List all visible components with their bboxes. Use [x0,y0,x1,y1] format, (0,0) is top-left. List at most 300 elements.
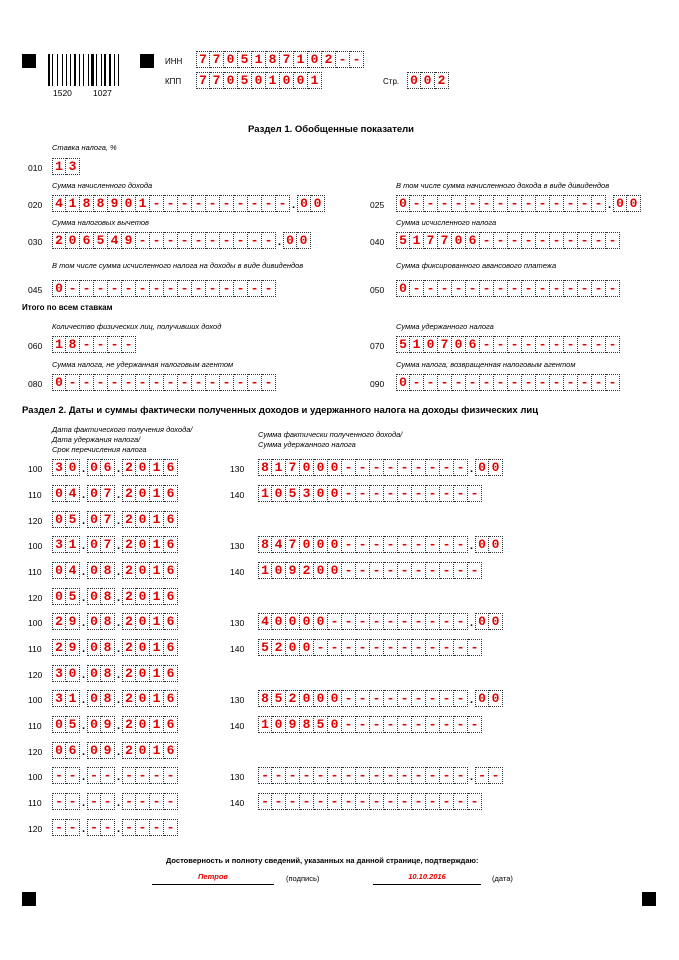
totals-title: Итого по всем ставкам [22,303,113,312]
income-amount-field [258,767,503,784]
income-date-field-cell: 2 [122,459,136,476]
f060-label: Количество физических лиц, получивших доход [52,322,222,331]
income-amount-field-cell: 0 [328,690,342,707]
transfer-deadline-field-cell: 6 [66,742,80,759]
income-amount-field-cell: - [440,536,454,553]
transfer-deadline-field [52,511,178,528]
transfer-deadline-field-cell: 0 [87,511,101,528]
withholding-date-field [52,639,178,656]
f030-cell: - [164,232,178,249]
f-page-cell: 0 [407,72,421,89]
f040-cell: - [522,232,536,249]
income-amount-field-cell: - [314,767,328,784]
withheld-amount-field-cell: - [440,639,454,656]
transfer-deadline-field-cell: 6 [164,588,178,605]
corner-marker-top-right [140,54,154,68]
income-amount-field-cell: - [370,536,384,553]
corner-marker-bottom-left [22,892,36,906]
f070-cell: 1 [410,336,424,353]
withheld-amount-field-cell: - [342,716,356,733]
withheld-amount-field-cell: - [454,485,468,502]
withheld-amount-field-cell: 5 [258,639,272,656]
separator-dot: . [469,771,474,783]
income-amount-field-cell: 4 [272,536,286,553]
f025-cell: - [508,195,522,212]
f045-cell: - [122,280,136,297]
withheld-amount-field-cell: 0 [328,485,342,502]
withholding-date-field-cell: 0 [136,639,150,656]
f090-code: 090 [370,379,385,389]
separator-dot: . [81,746,86,758]
f020-code: 020 [28,200,43,210]
f050-cell: - [578,280,592,297]
f020-cell: 1 [66,195,80,212]
f-inn-cell: 1 [252,51,266,68]
income-amount-field [258,613,503,630]
income-date-field-cell: 2 [52,613,66,630]
f060-code: 060 [28,341,43,351]
withheld-amount-field-cell: - [440,562,454,579]
income-date-field-cell: 1 [150,536,164,553]
f030-cell: - [136,232,150,249]
transfer-deadline-field-cell: 0 [52,588,66,605]
separator-dot: . [277,236,282,248]
f080-cell: - [220,374,234,391]
income-date-field-cell: 6 [101,459,115,476]
income-amount-field-cell: - [426,613,440,630]
income-amount-field-frac-cell: 0 [475,536,489,553]
f060-cell: 8 [66,336,80,353]
income-amount-field-cell: - [258,767,272,784]
code-110: 110 [28,798,42,808]
withholding-date-field-cell: 1 [150,562,164,579]
withholding-date-field-cell: 0 [52,485,66,502]
separator-dot: . [81,720,86,732]
f050-cell: - [494,280,508,297]
withholding-date-field-cell: 0 [87,716,101,733]
f080-cell: - [178,374,192,391]
date-line [373,884,481,885]
f030-cell: - [220,232,234,249]
f040-cell: 6 [466,232,480,249]
income-date-field-cell: 6 [164,690,178,707]
withholding-date-field-cell: 0 [136,485,150,502]
withheld-amount-field-cell: - [426,562,440,579]
withholding-date-field-cell: - [101,793,115,810]
f020-cell: - [276,195,290,212]
f090-cell: - [550,374,564,391]
f040-cell: - [480,232,494,249]
transfer-deadline-field-cell: - [87,819,101,836]
separator-dot: . [291,199,296,211]
code-110: 110 [28,721,42,731]
separator-dot: . [81,823,86,835]
code-120: 120 [28,670,43,680]
withholding-date-field-cell: 8 [101,639,115,656]
withheld-amount-field-cell: - [328,793,342,810]
withholding-date-field-cell: 0 [136,716,150,733]
income-date-field-cell: 0 [87,690,101,707]
code-120: 120 [28,516,43,526]
income-date-field-cell: - [101,767,115,784]
withholding-date-field-cell: 2 [122,639,136,656]
f080-cell: - [164,374,178,391]
transfer-deadline-field-cell: - [122,819,136,836]
code-100: 100 [28,695,43,705]
withheld-amount-field-cell: 1 [258,485,272,502]
income-amount-field [258,459,503,476]
withheld-amount-field-cell: 3 [300,485,314,502]
f045-cell: - [80,280,94,297]
transfer-deadline-field-cell: 8 [101,665,115,682]
f025-cell: - [494,195,508,212]
withheld-amount-field-cell: - [426,639,440,656]
income-amount-field-cell: 1 [272,459,286,476]
f040-cell: - [508,232,522,249]
income-amount-field-cell: - [412,690,426,707]
f025-cell: - [564,195,578,212]
f025-cell: - [452,195,466,212]
f080-cell: - [150,374,164,391]
income-amount-field-frac-cell: 0 [475,690,489,707]
separator-dot: . [81,489,86,501]
transfer-deadline-field-cell: 0 [136,665,150,682]
persons-count-field [52,336,136,353]
withholding-date-field [52,716,178,733]
f020-cell: - [164,195,178,212]
f070-cell: 6 [466,336,480,353]
f045-cell: 0 [52,280,66,297]
f045-cell: - [248,280,262,297]
income-amount-field-cell: 0 [314,690,328,707]
f040-code: 040 [370,237,385,247]
income-date-field [52,767,178,784]
f070-cell: 0 [452,336,466,353]
f090-cell: - [452,374,466,391]
income-amount-field-cell: - [286,767,300,784]
withheld-amount-field-cell: - [384,485,398,502]
not-withheld-tax-field [52,374,276,391]
withheld-amount-field-cell: - [384,639,398,656]
income-date-field-cell: 1 [150,459,164,476]
withholding-date-field-cell: 0 [87,562,101,579]
f060-cell: - [94,336,108,353]
f070-cell: - [550,336,564,353]
f045-cell: - [164,280,178,297]
income-date-field-cell: 6 [164,459,178,476]
separator-dot: . [607,199,612,211]
f070-cell: 7 [438,336,452,353]
income-amount-field-cell: 0 [286,613,300,630]
income-amount-field-cell: - [384,767,398,784]
f020-cell: 8 [94,195,108,212]
transfer-deadline-field-cell: 2 [122,742,136,759]
f070-cell: - [508,336,522,353]
withheld-amount-field-cell: - [356,562,370,579]
income-amount-field-cell: 2 [286,690,300,707]
f-inn-cell: 0 [224,51,238,68]
withheld-amount-field-cell: 2 [300,562,314,579]
transfer-deadline-field-cell: 0 [136,588,150,605]
income-amount-field-frac-cell: 0 [489,613,503,630]
f030-cell: 6 [80,232,94,249]
f050-cell: - [466,280,480,297]
withholding-date-field-cell: 6 [164,639,178,656]
f025-cell: - [480,195,494,212]
income-amount-field-cell: 0 [272,613,286,630]
income-amount-field-frac-cell: 0 [489,536,503,553]
withholding-date-field [52,562,178,579]
withheld-amount-field-cell: 1 [258,716,272,733]
code-120: 120 [28,747,43,757]
withheld-amount-field [258,485,482,502]
income-amount-field [258,690,503,707]
code-120: 120 [28,593,43,603]
income-amount-field-cell: - [454,767,468,784]
f070-label: Сумма удержанного налога [396,322,494,331]
f030-cell: 9 [122,232,136,249]
col2-label-1: Сумма фактически полученного дохода/ [258,430,403,439]
code-100: 100 [28,772,43,782]
withheld-amount-field-cell: 0 [314,485,328,502]
separator-dot: . [469,694,474,706]
f080-cell: - [262,374,276,391]
f070-cell: - [592,336,606,353]
f080-cell: - [136,374,150,391]
code-100: 100 [28,541,43,551]
dividend-tax-field [52,280,276,297]
withheld-amount-field-cell: - [398,639,412,656]
income-date-field-cell: 0 [87,459,101,476]
f-kpp-cell: 0 [280,72,294,89]
withheld-amount-field-cell: - [356,716,370,733]
withholding-date-field-cell: - [122,793,136,810]
withheld-amount-field [258,716,482,733]
withholding-date-field-cell: 2 [122,562,136,579]
f080-cell: - [122,374,136,391]
income-amount-field-cell: - [384,459,398,476]
f025-cell: - [410,195,424,212]
section1-title: Раздел 1. Обобщенные показатели [248,124,415,135]
f045-cell: - [178,280,192,297]
f070-cell: 0 [424,336,438,353]
f060-cell: - [80,336,94,353]
income-date-field-cell: 3 [52,690,66,707]
withholding-date-field-cell: 8 [101,562,115,579]
corner-marker-bottom-right [642,892,656,906]
withheld-amount-field-cell: - [440,716,454,733]
code-110: 110 [28,644,42,654]
transfer-deadline-field-cell: 6 [164,665,178,682]
f-inn-cell: 1 [294,51,308,68]
income-date-field-cell: - [164,767,178,784]
withheld-amount-field [258,562,482,579]
separator-dot: . [81,463,86,475]
withholding-date-field-cell: 4 [66,485,80,502]
separator-dot: . [81,797,86,809]
withheld-amount-field-cell: - [398,793,412,810]
f010-code: 010 [28,163,43,173]
f050-cell: - [508,280,522,297]
income-amount-field-cell: - [398,613,412,630]
separator-dot: . [81,540,86,552]
f090-cell: - [606,374,620,391]
col1-label-1: Дата фактического получения дохода/ [52,425,193,434]
income-amount-field-frac-cell: 0 [489,690,503,707]
transfer-deadline-field-cell: 9 [101,742,115,759]
f090-cell: - [466,374,480,391]
income-amount-field-cell: - [370,767,384,784]
f-inn-cell: 7 [196,51,210,68]
f070-cell: - [536,336,550,353]
income-amount-field-frac-cell: 0 [489,459,503,476]
f050-cell: - [550,280,564,297]
f-kpp-cell: 0 [252,72,266,89]
income-amount-field-frac-cell: 0 [475,613,489,630]
income-amount-field-cell: 0 [300,536,314,553]
f080-cell: - [192,374,206,391]
income-amount-field-cell: 0 [300,690,314,707]
withholding-date-field-cell: 2 [122,716,136,733]
withheld-amount-field-cell: 0 [314,562,328,579]
separator-dot: . [116,643,121,655]
col1-label-2: Дата удержания налога/ [52,435,141,444]
f070-code: 070 [370,341,385,351]
f020-cell: 0 [122,195,136,212]
inn-field [196,51,364,68]
withheld-amount-field-cell: - [370,639,384,656]
tax-rate-field [52,158,80,175]
income-amount-field-cell: - [356,536,370,553]
f040-cell: 0 [452,232,466,249]
withheld-amount-field-cell: 2 [272,639,286,656]
withholding-date-field-cell: 1 [150,716,164,733]
income-date-field-cell: 9 [66,613,80,630]
f030-label: Сумма налоговых вычетов [52,218,149,227]
f080-label: Сумма налога, не удержанная налоговым агентом [52,360,234,369]
withheld-amount-field-cell: - [440,485,454,502]
transfer-deadline-field-cell: 0 [136,511,150,528]
income-amount-field-cell: 8 [258,459,272,476]
f040-label: Сумма исчисленного налога [396,218,497,227]
withholding-date-field [52,793,178,810]
transfer-deadline-field-cell: 2 [122,588,136,605]
income-amount-field-cell: - [370,613,384,630]
f030-cell: - [192,232,206,249]
income-amount-field-cell: 0 [300,613,314,630]
separator-dot: . [81,515,86,527]
accrued-income-field [52,195,325,212]
f040-cell: 7 [438,232,452,249]
f020-frac-cell: 0 [297,195,311,212]
col2-label-2: Сумма удержанного налога [258,440,356,449]
withheld-amount-field-cell: - [454,562,468,579]
withheld-amount-field-cell: - [384,793,398,810]
f050-cell: - [606,280,620,297]
f030-frac-cell: 0 [283,232,297,249]
f030-cell: 5 [94,232,108,249]
barcode-number-right: 1027 [93,88,112,98]
f040-cell: - [564,232,578,249]
calculated-tax-field [396,232,620,249]
section2-title: Раздел 2. Даты и суммы фактически полученных доходов и удержанного налога на доходы физических лиц [22,405,539,416]
f050-cell: - [424,280,438,297]
f025-cell: - [550,195,564,212]
transfer-deadline-field-cell: 5 [66,511,80,528]
transfer-deadline-field-cell: 0 [136,742,150,759]
separator-dot: . [116,720,121,732]
f080-cell: - [206,374,220,391]
separator-dot: . [116,771,121,783]
transfer-deadline-field-cell: - [66,819,80,836]
page-number-field [407,72,449,89]
withheld-amount-field-cell: - [398,485,412,502]
withheld-amount-field-cell: 0 [286,639,300,656]
f050-cell: - [452,280,466,297]
f020-cell: - [234,195,248,212]
separator-dot: . [81,694,86,706]
f020-cell: - [220,195,234,212]
kpp-label: КПП [165,77,182,86]
separator-dot: . [81,771,86,783]
code-140: 140 [230,721,245,731]
withholding-date-field-cell: 9 [66,639,80,656]
income-date-field-cell: - [150,767,164,784]
f040-cell: - [494,232,508,249]
f050-cell: - [438,280,452,297]
f-inn-cell: - [350,51,364,68]
f025-cell: - [424,195,438,212]
income-date-field-cell: 1 [66,536,80,553]
income-amount-field-cell: 0 [328,536,342,553]
withheld-amount-field-cell: - [412,562,426,579]
code-140: 140 [230,798,245,808]
f020-label: Сумма начисленного дохода [52,181,153,190]
f090-cell: - [564,374,578,391]
f020-cell: - [206,195,220,212]
f-inn-cell: 7 [280,51,294,68]
transfer-deadline-field-cell: 0 [52,511,66,528]
income-amount-field-cell: - [328,767,342,784]
income-amount-field-cell: 0 [300,459,314,476]
transfer-deadline-field-cell: 0 [66,665,80,682]
f050-cell: - [522,280,536,297]
f020-cell: 9 [108,195,122,212]
f045-cell: - [136,280,150,297]
f080-cell: - [94,374,108,391]
f090-cell: - [480,374,494,391]
income-date-field-cell: 1 [150,690,164,707]
transfer-deadline-field [52,588,178,605]
income-amount-field-cell: - [342,536,356,553]
f-kpp-cell: 0 [224,72,238,89]
income-amount-field-cell: 0 [328,459,342,476]
income-date-field-cell: 0 [66,459,80,476]
income-amount-field-cell: - [398,536,412,553]
income-amount-field-cell: - [356,613,370,630]
withheld-amount-field-cell: - [426,793,440,810]
income-amount-field-cell: - [300,767,314,784]
income-amount-field-cell: 0 [314,536,328,553]
income-date-field-cell: 1 [150,613,164,630]
transfer-deadline-field-cell: 7 [101,511,115,528]
separator-dot: . [81,669,86,681]
f080-code: 080 [28,379,43,389]
f040-cell: - [536,232,550,249]
transfer-deadline-field-cell: 8 [101,588,115,605]
withheld-amount-field-cell: - [286,793,300,810]
withholding-date-field [52,485,178,502]
